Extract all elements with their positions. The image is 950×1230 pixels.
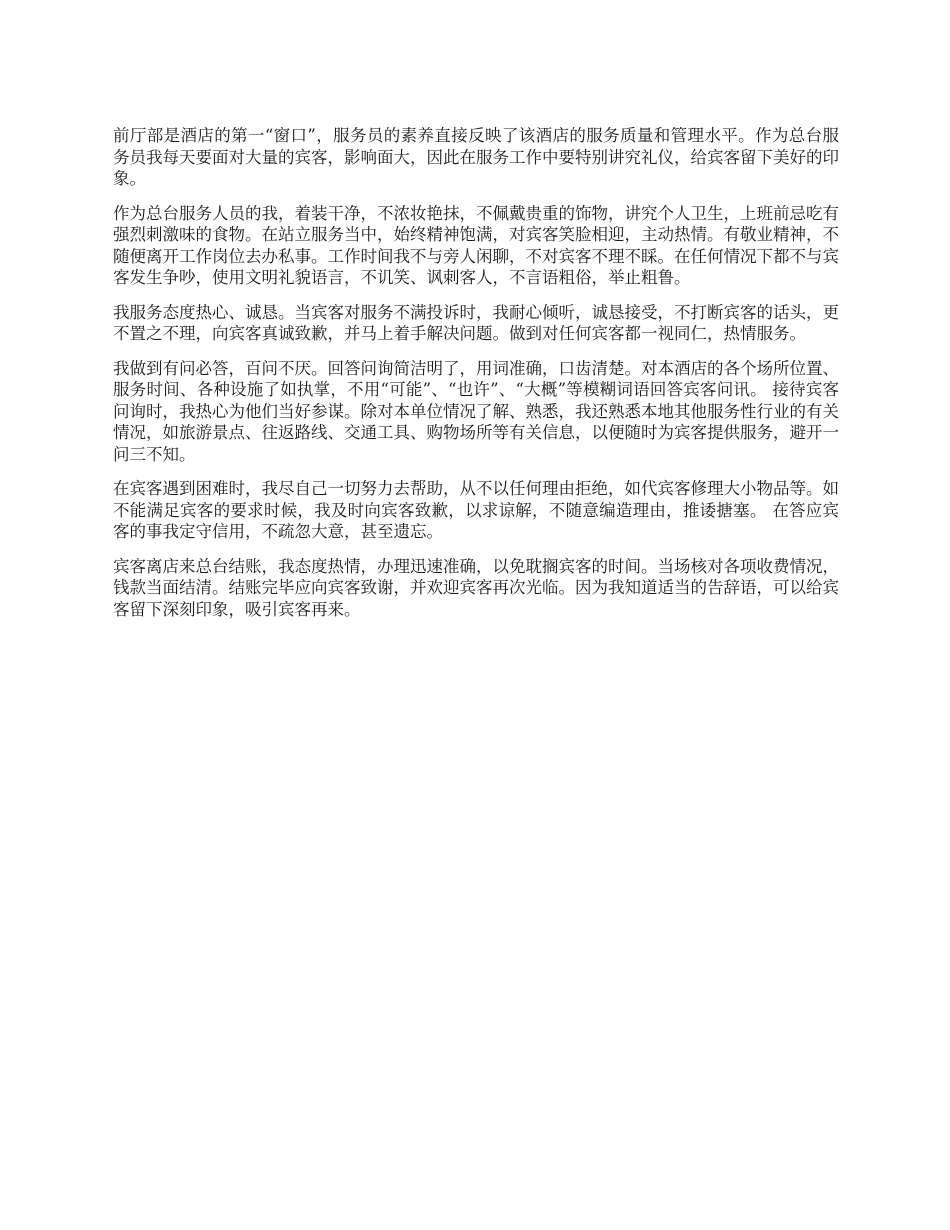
paragraph-6: 宾客离店来总台结账，我态度热情，办理迅速准确，以免耽搁宾客的时间。当场核对各项收费情况，钱款当面结清。结账完毕应向宾客致谢，并欢迎宾客再次光临。因为我知道适当的告辞语，可以给宾客留下深刻印象，吸引宾客再来。 (113, 556, 839, 619)
paragraph-4: 我做到有问必答，百问不厌。回答问询简洁明了，用词准确，口齿清楚。对本酒店的各个场所位置、服务时间、各种设施了如执掌，不用“可能”、“也许”、“大概”等模糊词语回答宾客问讯。 接待宾客问询时，我热心为他们当好参谋。除对本单位情况了解、熟悉，我还熟悉本地其他服务性行业的有关情况，如旅游景点、往返路线、交通工具、购物场所等有关信息，以便随时为宾客提供服务，避开一问三不知。 (113, 358, 839, 464)
paragraph-1: 前厅部是酒店的第一“窗口”，服务员的素养直接反映了该酒店的服务质量和管理水平。作为总台服务员我每天要面对大量的宾客，影响面大，因此在服务工作中要特别讲究礼仪，给宾客留下美好的印象。 (113, 126, 839, 188)
paragraph-5: 在宾客遇到困难时，我尽自己一切努力去帮助，从不以任何理由拒绝，如代宾客修理大小物品等。如不能满足宾客的要求时候，我及时向宾客致歉，以求谅解，不随意编造理由，推诿搪塞。 在答应宾客的事我定守信用，不疏忽大意，甚至遗忘。 (113, 479, 839, 541)
paragraph-3: 我服务态度热心、诚恳。当宾客对服务不满投诉时，我耐心倾听，诚恳接受，不打断宾客的话头，更不置之不理，向宾客真诚致歉，并马上着手解决问题。做到对任何宾客都一视同仁，热情服务。 (113, 302, 839, 343)
document-body (113, 125, 839, 633)
paragraph-2: 作为总台服务人员的我，着装干净，不浓妆艳抹，不佩戴贵重的饰物，讲究个人卫生，上班前忌吃有强烈刺激味的食物。在站立服务当中，始终精神饱满，对宾客笑脸相迎，主动热情。有敬业精神，不随便离开工作岗位去办私事。工作时间我不与旁人闲聊，不对宾客不理不睬。在任何情况下都不与宾客发生争吵，使用文明礼貌语言，不讥笑、讽刺客人，不言语粗俗，举止粗鲁。 (113, 203, 839, 287)
